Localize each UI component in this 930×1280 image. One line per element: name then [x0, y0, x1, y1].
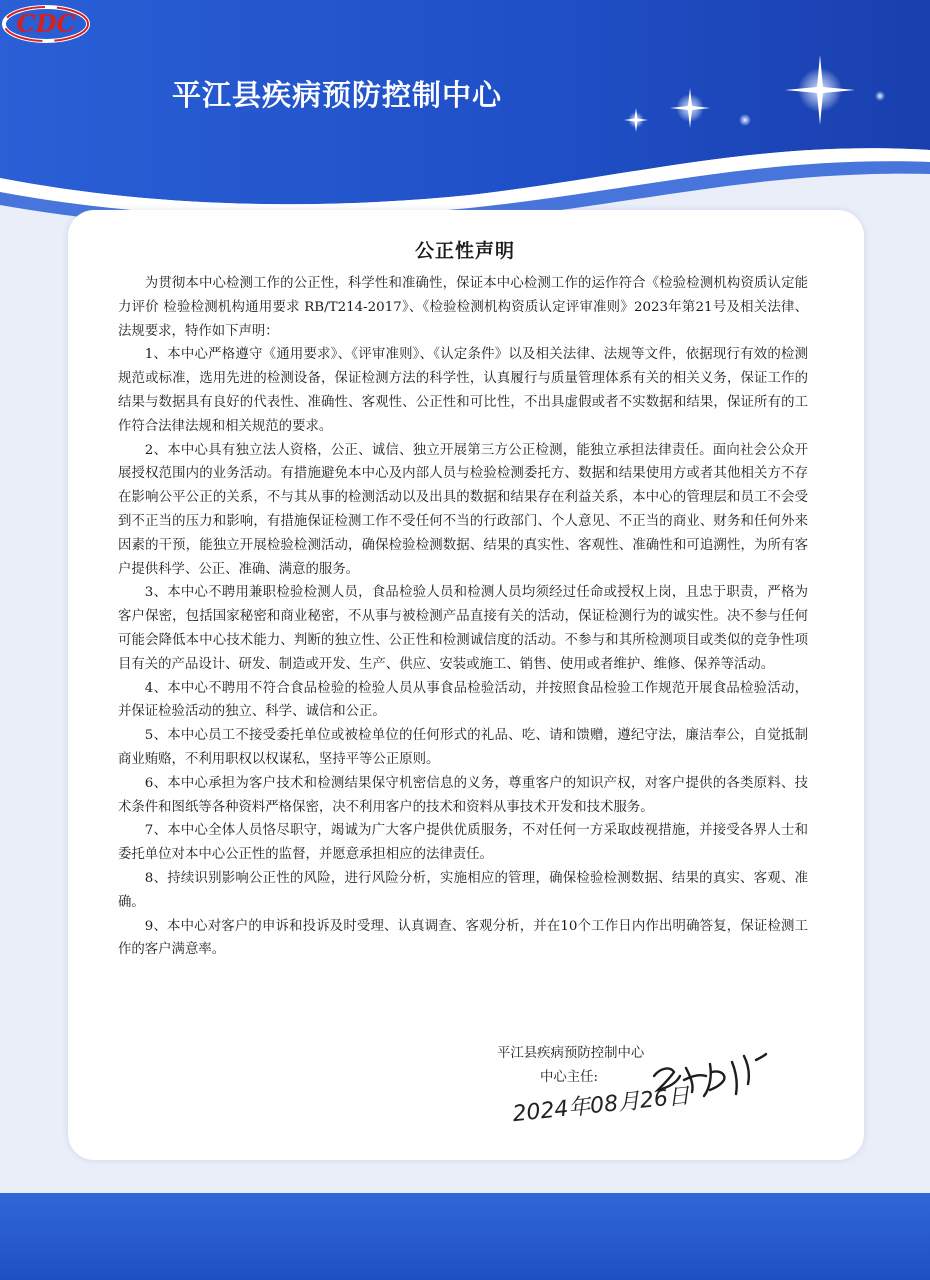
handwritten-date: 2024年08月26日: [511, 1083, 692, 1128]
director-label: 中心主任:: [540, 1070, 599, 1085]
footer-band: [0, 1193, 930, 1280]
clause-3: 3、本中心不聘用兼职检验检测人员，食品检验人员和检测人员均须经过任命或授权上岗，且忠于职责，严格为客户保密，包括国家秘密和商业秘密，不从事与被检测产品直接有关的活动，保证检测行为的诚实性。决不参与任何可能会降低本中心技术能力、判断的独立性、公正性和检测诚信度的活动。不参与和其所检测项目或类似的竞争性项目有关的产品设计、研发、制造或开发、生产、供应、安装或施工、销售、使用或者维护、维修、保养等活动。: [118, 585, 808, 672]
clause-2: 2、本中心具有独立法人资格，公正、诚信、独立开展第三方公正检测，能独立承担法律责任。面向社会公众开展授权范围内的业务活动。有措施避免本中心及内部人员与检验检测委托方、数据和结果使用方或者其他相关方不存在影响公平公正的关系，不与其从事的检测活动以及出具的数据和结果存在利益关系，本中心的管理层和员工不会受到不正当的压力和影响，有措施保证检测工作不受任何不当的行政部门、个人意见、不正当的商业、财务和任何外来因素的干预，能独立开展检验检测活动，确保检验检测数据、结果的真实性、客观性、准确性和可追溯性，为所有客户提供科学、公正、准确、满意的服务。: [118, 442, 808, 577]
logo-lettering: CDC: [16, 9, 76, 38]
clause-7: 7、本中心全体人员恪尽职守，竭诚为广大客户提供优质服务，不对任何一方采取歧视措施，并接受各界人士和委托单位对本中心公正性的监督，并愿意承担相应的法律责任。: [118, 823, 808, 863]
clause-4: 4、本中心不聘用不符合食品检验的检验人员从事食品检验活动，并按照食品检验工作规范开展食品检验活动，并保证检验活动的独立、科学、诚信和公正。: [118, 680, 808, 720]
intro-paragraph: 为贯彻本中心检测工作的公正性，科学性和准确性，保证本中心检测工作的运作符合《检验检测机构资质认定能力评价 检验检测机构通用要求 RB/T214-2017》、《检验检测机构资质认定评审准则》2023年第21号及相关法律、法规要求，特作如下声明：: [118, 276, 808, 339]
document-body: [118, 272, 808, 962]
clause-6: 6、本中心承担为客户技术和检测结果保守机密信息的义务，尊重客户的知识产权，对客户提供的各类原料、技术条件和图纸等各种资料严格保密，决不利用客户的技术和资料从事技术开发和技术服务。: [118, 775, 808, 815]
handwritten-signature: [640, 1046, 770, 1106]
cdc-logo: [0, 0, 92, 48]
document-title: 公正性声明: [414, 240, 515, 262]
signature-organization: 平江县疾病预防控制中心: [497, 1046, 645, 1061]
clause-5: 5、本中心员工不接受委托单位或被检单位的任何形式的礼品、吃、请和馈赠，遵纪守法，廉洁奉公，自觉抵制商业贿赂，不利用职权以权谋私，坚持平等公正原则。: [118, 728, 808, 767]
clause-8: 8、持续识别影响公正性的风险，进行风险分析，实施相应的管理，确保检验检测数据、结果的真实、客观、准确。: [118, 870, 808, 910]
clause-9: 9、本中心对客户的申诉和投诉及时受理、认真调查、客观分析，并在10个工作日内作出明确答复，保证检测工作的客户满意率。: [118, 918, 808, 958]
organization-name: 平江县疾病预防控制中心: [172, 78, 503, 112]
clause-1: 1、本中心严格遵守《通用要求》、《评审准则》、《认定条件》以及相关法律、法规等文件，依据现行有效的检测规范或标准，选用先进的检测设备，保证检测方法的科学性，认真履行与质量管理体系有关的相关义务，保证工作的结果与数据具有良好的代表性、准确性、客观性、公正性和可比性，不出具虚假或者不实数据和结果，保证所有的工作符合法律法规和相关规范的要求。: [118, 347, 808, 434]
